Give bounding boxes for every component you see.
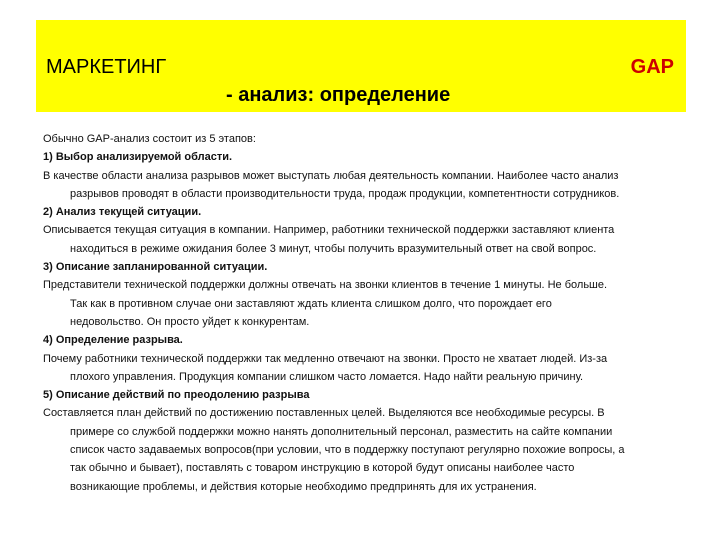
title-gap: GAP <box>630 56 674 78</box>
body-text-line: Описывается текущая ситуация в компании. Например, работники технической поддержки заставляют клиента <box>43 224 615 237</box>
body-text-line: примере со службой поддержки можно нанять дополнительный персонал, разместить на сайте компании <box>70 425 613 438</box>
step-heading: 3) Описание запланированной ситуации. <box>43 261 268 274</box>
title-marketing: МАРКЕТИНГ <box>46 56 167 78</box>
slide-body <box>43 130 693 496</box>
body-text-line: Обычно GAP-анализ состоит из 5 этапов: <box>43 133 256 145</box>
step-heading: 1) Выбор анализируемой области. <box>43 151 233 164</box>
body-text-line: Так как в противном случае они заставляют ждать клиента слишком долго, что порождает его <box>70 297 552 310</box>
step-heading: 4) Определение разрыва. <box>43 334 183 347</box>
title-banner <box>36 20 686 112</box>
step-heading: 2) Анализ текущей ситуации. <box>43 206 202 219</box>
body-text-line: список часто задаваемых вопросов(при условии, что в поддержку поступают регулярно похожие вопросы, а <box>70 444 625 457</box>
body-text-line: Представители технической поддержки должны отвечать на звонки клиентов в течение 1 минуты. Не больше. <box>43 279 608 292</box>
body-text-line: находиться в режиме ожидания более 3 минут, чтобы получить вразумительный ответ на свой вопрос. <box>70 242 597 255</box>
body-text-line: Почему работники технической поддержки так медленно отвечают на звонки. Просто не хватает людей. Из-за <box>43 352 608 365</box>
body-text-line: недовольство. Он просто уйдет к конкурентам. <box>70 315 310 328</box>
body-text-line: В качестве области анализа разрывов может выступать любая деятельность компании. Наиболее часто анализ <box>43 169 619 182</box>
body-text-line: возникающие проблемы, и действия которые необходимо предпринять для их устранения. <box>70 480 537 493</box>
body-text-line: так обычно и бывает), поставлять с товаром инструкцию в которой будут описаны наиболее часто <box>70 462 575 475</box>
subtitle: - анализ: определение <box>226 84 451 106</box>
body-text-line: плохого управления. Продукция компании слишком часто ломается. Надо найти реальную причину. <box>70 370 584 383</box>
body-text-line: разрывов проводят в области производительности труда, продаж продукции, компетентности сотрудников. <box>70 187 620 200</box>
step-heading: 5) Описание действий по преодолению разрыва <box>43 389 310 402</box>
body-text-line: Составляется план действий по достижению поставленных целей. Выделяются все необходимые ресурсы. В <box>43 407 605 420</box>
